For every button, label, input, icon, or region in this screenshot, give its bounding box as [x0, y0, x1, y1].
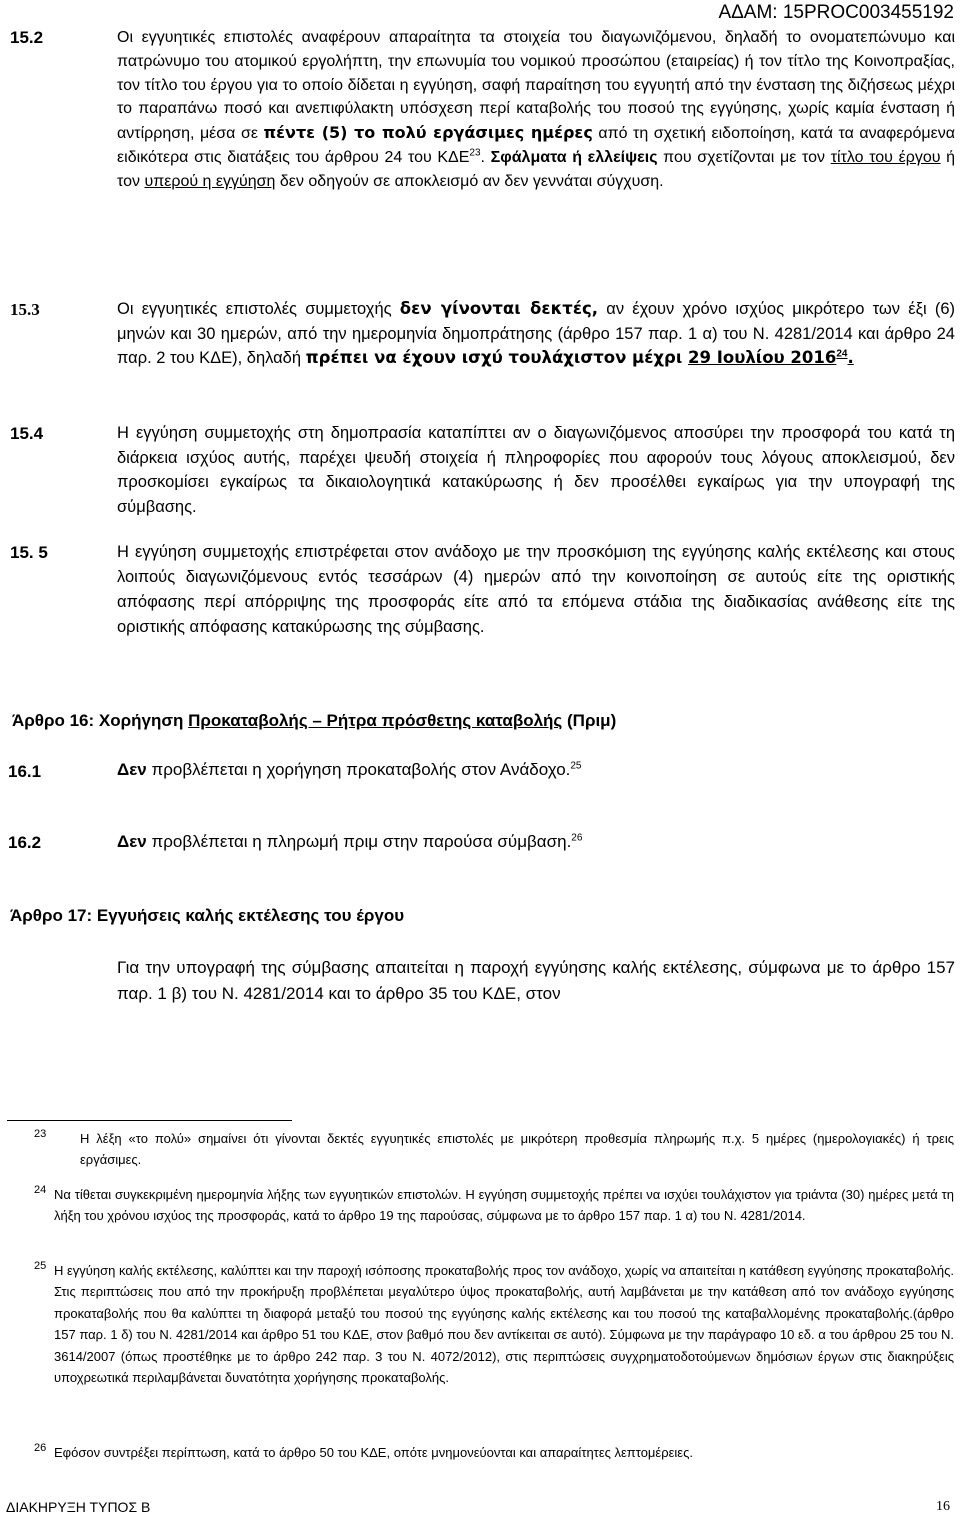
section-number-15-3: 15.3	[10, 300, 40, 319]
footnote-23: 23 Η λέξη «το πολύ» σημαίνει ότι γίνονται δεκτές εγγυητικές επιστολές με μικρότερη προθεσμία πληρωμής π.χ. 5 ημέρες (ημερολογιακές) ή τρεις εργάσιμες.	[34, 1128, 954, 1168]
paragraph-15-3: Οι εγγυητικές επιστολές συμμετοχής δεν γίνονται δεκτές, αν έχουν χρόνο ισχύος μικρότερο των έξι (6) μηνών και 30 ημερών, από την ημερομηνία δημοπράτησης (άρθρο 157 παρ. 1 α) του Ν. 4281/2014 και άρθρο 24 παρ. 2 του ΚΔΕ), δηλαδή πρέπει να έχουν ισχύ τουλάχιστον μέχρι 29 Ιουλίου 2016$^{24}$.	[117, 299, 956, 367]
footnote-24: 24 Να τίθεται συγκεκριμένη ημερομηνία λήξης των εγγυητικών επιστολών. Η εγγύηση συμμετοχής πρέπει να ισχύει τουλάχιστον για τριάντα (30) ημέρες μετά τη λήξη του χρόνου ισχύος της προσφοράς, κατά το άρθρο 19 της παρούσας, σύμφωνα με το άρθρο 157 παρ. 1 α) του Ν. 4281/2014.	[34, 1184, 954, 1224]
section-number-15-2: 15.2	[10, 28, 44, 47]
page-number: 16	[936, 1499, 950, 1514]
footer-doc-type: ΔΙΑΚΗΡΥΞΗ ΤΥΠΟΣ Β	[6, 1499, 151, 1515]
paragraph-15-4: Η εγγύηση συμμετοχής στη δημοπρασία καταπίπτει αν ο διαγωνιζόμενος αποσύρει την προσφορά του κατά τη διάρκεια ισχύος αυτής, παρέχει ψευδή στοιχεία ή πληροφορίες που αφορούν τους λόγους αποκλεισμού, δεν προσκομίσει εγκαίρως τα δικαιολογητικά κατακύρωσης ή δεν προσέλθει εγκαίρως για την υπογραφή της σύμβασης.	[117, 424, 955, 516]
section-number-15-5: 15. 5	[10, 543, 48, 562]
article-16-heading: Άρθρο 16: Χορήγηση Προκαταβολής – Ρήτρα πρόσθετης καταβολής (Πριμ)	[12, 711, 617, 730]
footnote-ref-23: 23	[469, 147, 481, 159]
paragraph-15-2: Οι εγγυητικές επιστολές αναφέρουν απαραίτητα τα στοιχεία του διαγωνιζόμενου, δηλαδή το ονοματεπώνυμο και πατρώνυμο του ατομικού εργολήπτη, την επωνυμία του νομικού προσώπου (εταιρείας) ή τον τίτλο της Κοινοπραξίας, τον τίτλο του έργου για το οποίο δίδεται η εγγύηση, σαφή παραίτηση του εγγυητή από την ένσταση της διζήσεως μέχρι το παραπάνω ποσό και ανεπιφύλακτη υπόσχεση περί καταβολής του ποσού της εγγύησης, χωρίς καμία ένσταση ή αντίρρηση, μέσα σε πέντε (5) το πολύ εργάσιμες ημέρες από τη σχετική ειδοποίηση, κατά τα αναφερόμενα ειδικότερα στις διατάξεις του άρθρου 24 του ΚΔΕ$^{23}$. Σφάλματα ή ελλείψεις που σχετίζονται με τον τίτλο του έργου ή τον υπερού η εγγύηση δεν οδηγούν σε αποκλεισμό αν δεν γεννάται σύγχυση.	[117, 29, 956, 190]
footnote-25: 25 Η εγγύηση καλής εκτέλεσης, καλύπτει και την παροχή ισόποσης προκαταβολής προς τον ανάδοχο, χωρίς να απαιτείται η κατάθεση εγγύησης προκαταβολής. Στις περιπτώσεις που από την προκήρυξη προβλέπεται μεγαλύτερο ύψος προκαταβολής, αυτή λαμβάνεται με την κατάθεση από τον ανάδοχο εγγύησης προκαταβολής που θα καλύπτει τη διαφορά μεταξύ του ποσού της εγγύησης καλής εκτέλεσης και του ποσού της καταβαλλομένης προκαταβολής.(άρθρο 157 παρ. 1 δ) του Ν. 4281/2014 και άρθρο 51 του ΚΔΕ, στον βαθμό που δεν αντίκειται σε αυτό). Σύμφωνα με την παράγραφο 10 εδ. α του άρθρου 25 του Ν. 3614/2007 (όπως προστέθηκε με το άρθρο 242 παρ. 3 του Ν. 4072/2012), στις περιπτώσεις συγχρηματοδοτούμενων δημόσιων έργων στις διακηρύξεις υποχρεωτικά περιλαμβάνεται δυνατότητα χορήγησης προκαταβολής.	[34, 1260, 954, 1386]
footnote-ref-24: 24	[836, 348, 848, 360]
footnote-ref-25: 25	[570, 760, 582, 772]
footnote-separator	[7, 1120, 292, 1121]
footnote-26: 26 Εφόσον συντρέξει περίπτωση, κατά το άρθρο 50 του ΚΔΕ, οπότε μνημονεύονται και απαραίτητες λεπτομέρειες.	[34, 1442, 693, 1460]
paragraph-17: Για την υπογραφή της σύμβασης απαιτείται η παροχή εγγύησης καλής εκτέλεσης, σύμφωνα με το άρθρο 157 παρ. 1 β) του Ν. 4281/2014 και το άρθρο 35 του ΚΔΕ, στον	[117, 958, 955, 1003]
section-number-16-1: 16.1	[8, 762, 42, 781]
document-id: ΑΔΑΜ: 15PROC003455192	[718, 2, 954, 23]
paragraph-16-1: Δεν προβλέπεται η χορήγηση προκαταβολής στον Ανάδοχο.$^{25}$	[117, 760, 582, 779]
section-number-15-4: 15.4	[10, 424, 44, 443]
article-17-heading: Άρθρο 17: Εγγυήσεις καλής εκτέλεσης του έργου	[10, 906, 405, 925]
paragraph-16-2: Δεν προβλέπεται η πληρωμή πριμ στην παρούσα σύμβαση.$^{26}$	[117, 832, 583, 851]
section-number-16-2: 16.2	[8, 833, 42, 852]
footnote-ref-26: 26	[571, 832, 583, 844]
paragraph-15-5: Η εγγύηση συμμετοχής επιστρέφεται στον ανάδοχο με την προσκόμιση της εγγύησης καλής εκτέλεσης και στους λοιπούς διαγωνιζόμενους εντός τεσσάρων (4) ημερών από την κοινοποίηση σε αυτούς είτε της οριστικής απόφασης περί απόρριψης της προσφοράς είτε από τα επόμενα στάδια της διαδικασίας ανάθεσης είτε της οριστικής απόφασης κατακύρωσης της σύμβασης.	[117, 543, 955, 636]
